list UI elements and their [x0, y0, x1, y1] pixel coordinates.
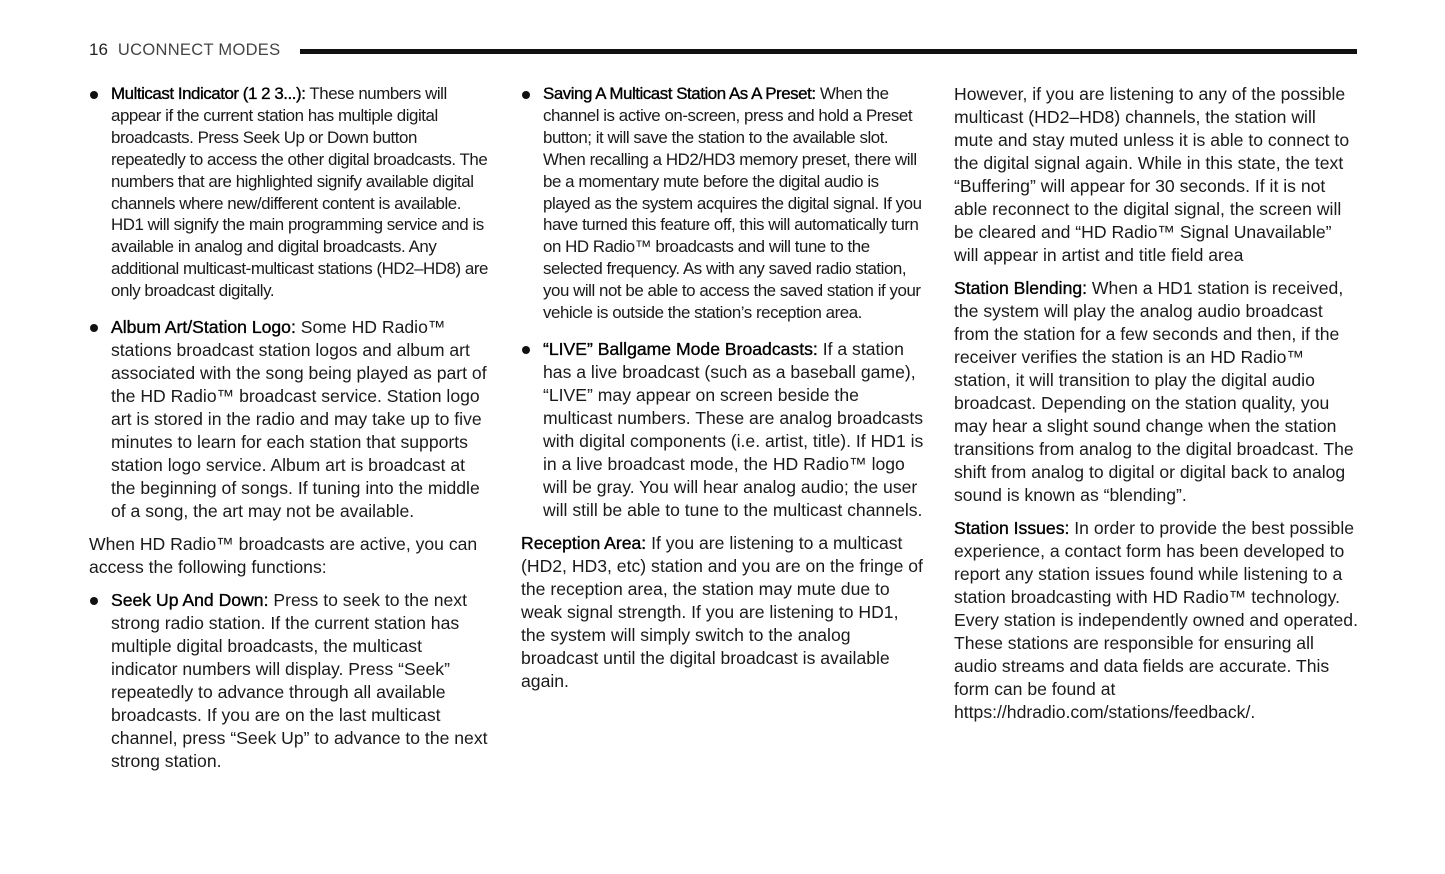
bullet-live-ballgame	[521, 338, 925, 522]
continuation-paragraph: However, if you are listening to any of the possible multicast (HD2–HD8) channels, the station will mute and stay muted unless it is able to connect to the digital signal again. While in this state, the text “Buffering” will appear for 30 seconds. If it is not able reconnect to the digital signal, the screen will be cleared and “HD Radio™ Signal Unavailable” will appear in artist and title field area	[954, 84, 1350, 265]
page-number: 16	[89, 40, 108, 59]
text-multicast-indicator: These numbers will appear if the current station has multiple digital broadcasts. Press Seek Up or Down button repeatedly to access the other digital broadcasts. The numbers that are highlighted signify available digital channels where new/different content is available. HD1 will signify the main programming service and is available in analog and digital broadcasts. Any additional multicast-multicast stations (HD2–HD8) are only broadcast digitally.	[111, 84, 488, 301]
column-3	[954, 83, 1358, 734]
text-live-ballgame: If a station has a live broadcast (such as a baseball game), “LIVE” may appear on screen beside the multicast numbers. These are analog broadcasts with digital components (i.e. artist, title). If HD1 is in a live broadcast mode, the HD Radio™ logo will be gray. You will hear analog audio; the user will still be able to tune to the multicast channels.	[543, 338, 924, 520]
term-album-art: Album Art/Station Logo:	[111, 317, 296, 338]
page-header	[89, 38, 1357, 62]
intro-paragraph: When HD Radio™ broadcasts are active, you can access the following functions:	[89, 534, 478, 578]
header-rule	[300, 49, 1357, 54]
station-issues-paragraph	[954, 517, 1358, 724]
reception-area-paragraph	[521, 532, 925, 693]
term-station-issues: Station Issues:	[954, 518, 1070, 538]
section-title: UCONNECT MODES	[117, 40, 281, 59]
term-seek: Seek Up And Down:	[111, 590, 269, 611]
text-saving-preset: When the channel is active on-screen, press and hold a Preset button; it will save the station to the available slot. When recalling a HD2/HD3 memory preset, there will be a momentary mute before the digital audio is played as the system acquires the digital signal. If you have turned this feature off, this will automatically turn on HD Radio™ broadcasts and will tune to the selected frequency. As with any saved radio station, you will not be able to access the saved station if your vehicle is outside the station’s reception area.	[543, 84, 922, 323]
text-seek: Press to seek to the next strong radio station. If the current station has multiple digital broadcasts, the multicast indicator numbers will display. Press “Seek” repeatedly to advance through all available broadcasts. If you are on the last multicast channel, press “Seek Up” to advance to the next strong station.	[111, 590, 488, 772]
term-station-blending: Station Blending:	[954, 278, 1088, 298]
text-station-issues: In order to provide the best possible experience, a contact form has been developed to report any station issues found while listening to a station broadcasting with HD Radio™ technology. Every station is independently owned and operated. These stations are responsible for ensuring all audio streams and data fields are accurate. This form can be found at https://hdradio.com/stations/feedback/.	[954, 518, 1358, 722]
bullet-album-art	[89, 316, 489, 523]
text-reception-area: If you are listening to a multicast (HD2, HD3, etc) station and you are on the fringe of the reception area, the station may mute due to weak signal strength. If you are listening to HD1, the system will simply switch to the analog broadcast until the digital broadcast is available again.	[521, 532, 923, 691]
column-2	[521, 83, 925, 703]
text-album-art: Some HD Radio™ stations broadcast station logos and album art associated with the song being played as part of the HD Radio™ broadcast service. Station logo art is stored in the radio and may take up to five minutes to learn for each station that supports station logo service. Album art is broadcast at the beginning of songs. If tuning into the middle of a song, the art may not be available.	[111, 317, 487, 522]
bullet-multicast-indicator	[89, 83, 489, 302]
term-saving-preset: Saving A Multicast Station As A Preset:	[543, 84, 816, 103]
text-station-blending: When a HD1 station is received, the system will play the analog audio broadcast from the station for a few seconds and then, if the receiver verifies the station is an HD Radio™ station, it will transition to play the digital audio broadcast. Depending on the station quality, you may hear a slight sound change when the station transitions from analog to the digital broadcast. The shift from analog to digital or digital back to analog sound is known as “blending”.	[954, 278, 1354, 505]
term-reception-area: Reception Area:	[521, 532, 647, 553]
bullet-seek	[89, 589, 489, 773]
column-1	[89, 83, 489, 783]
term-multicast-indicator: Multicast Indicator (1 2 3...):	[111, 84, 306, 103]
term-live-ballgame: “LIVE” Ballgame Mode Broadcasts:	[543, 338, 818, 359]
bullet-saving-preset	[521, 83, 925, 324]
station-blending-paragraph	[954, 277, 1358, 507]
